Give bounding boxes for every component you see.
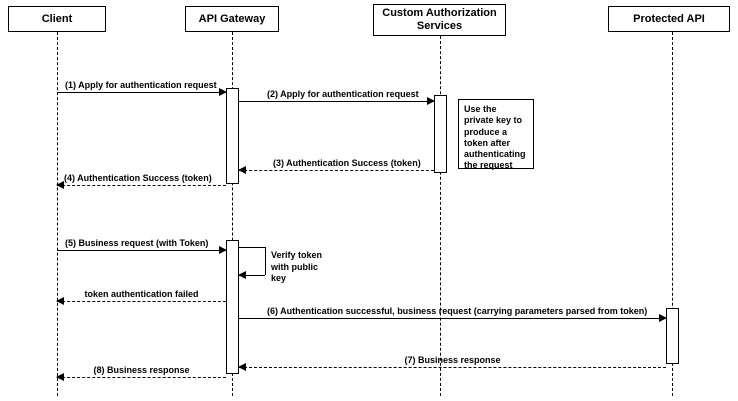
message-8-shaft [57, 377, 226, 378]
message-self-verify-token-label: Verify token with public key [271, 250, 323, 284]
message-6-label: (6) Authentication successful, business request (carrying parameters parsed from token) [267, 306, 648, 316]
message-7-arrowhead [238, 363, 246, 371]
message-5-label: (5) Business request (with Token) [65, 238, 209, 248]
message-6-arrowhead [659, 314, 667, 322]
participant-protected-api-label: Protected API [633, 12, 705, 25]
message-self-verify-token-arrowhead [238, 271, 246, 279]
message-3-authentication-success-token [239, 158, 434, 171]
message-token-failed-label: token authentication failed [84, 289, 199, 299]
message-token-failed-shaft [57, 301, 226, 302]
message-2-shaft [239, 101, 434, 102]
message-4-authentication-success-token [57, 173, 226, 186]
message-self-verify-token [239, 247, 273, 279]
participant-client[interactable] [8, 6, 106, 32]
activation-custom-auth [434, 95, 447, 173]
note-token-generation [458, 99, 534, 169]
participant-custom-authorization-services[interactable] [373, 4, 506, 36]
message-token-failed-arrowhead [56, 297, 64, 305]
message-1-shaft [57, 92, 226, 93]
message-7-business-response [239, 355, 666, 368]
message-2-label: (2) Apply for authentication request [267, 89, 419, 99]
participant-client-label: Client [41, 12, 73, 25]
message-8-business-response [57, 365, 226, 378]
note-token-generation-text: Use the private key to produce a token after authenticating the request [464, 104, 526, 171]
message-self-verify-token-top [239, 247, 265, 248]
message-8-label: (8) Business response [93, 365, 190, 375]
message-3-label: (3) Authentication Success (token) [273, 158, 421, 168]
message-5-arrowhead [219, 246, 227, 254]
message-3-arrowhead [238, 166, 246, 174]
participant-api-gateway[interactable] [185, 6, 279, 32]
message-4-shaft [57, 185, 226, 186]
message-2-arrowhead [427, 97, 435, 105]
message-4-arrowhead [56, 181, 64, 189]
lifeline-custom-authorization-services [440, 36, 441, 396]
activation-protected-api [666, 308, 679, 364]
message-4-label: (4) Authentication Success (token) [64, 173, 212, 183]
message-6-shaft [239, 318, 666, 319]
participant-custom-authorization-services-label: Custom Authorization Services [382, 7, 497, 32]
message-5-business-request-with-token [57, 238, 226, 251]
message-5-shaft [57, 250, 226, 251]
message-self-verify-token-side [265, 247, 266, 275]
message-token-authentication-failed [57, 289, 226, 302]
message-7-label: (7) Business response [404, 355, 501, 365]
message-3-shaft [239, 170, 434, 171]
message-6-authentication-successful-business-request [239, 306, 666, 319]
message-2-apply-for-authentication-request [239, 89, 434, 102]
message-7-shaft [239, 367, 666, 368]
activation-api-gateway-business [226, 240, 239, 374]
participant-protected-api[interactable] [608, 6, 730, 32]
message-8-arrowhead [56, 373, 64, 381]
message-1-label: (1) Apply for authentication request [65, 80, 217, 90]
message-1-arrowhead [219, 88, 227, 96]
participant-api-gateway-label: API Gateway [198, 12, 266, 25]
message-1-apply-for-authentication-request [57, 80, 226, 93]
lifeline-client [57, 32, 58, 396]
